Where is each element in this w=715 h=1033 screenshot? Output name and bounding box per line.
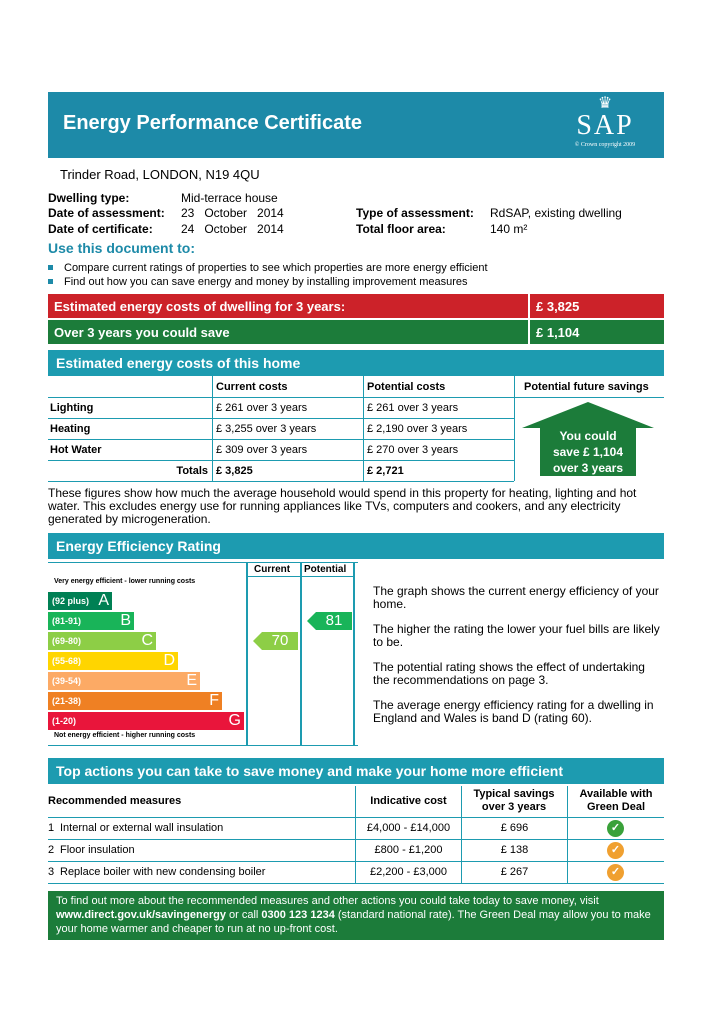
savings-house-text [540,426,636,476]
savings-house-graphic [522,402,654,476]
savings-value: £ 1,104 [528,320,664,344]
green-deal-tick-icon: ✓ [607,864,624,881]
band-letter: B [120,612,131,629]
rating-chart [48,562,358,746]
rating-text-4: The average energy efficiency rating for a dwelling in England and Wales is band D (rating 60). [373,698,654,725]
date-certificate-label: Date of certificate: [48,222,153,236]
crown-icon: ♛ [597,95,613,112]
row-hotwater-potential: £ 270 over 3 years [367,444,459,456]
sap-logo [560,96,650,156]
dwelling-type-value: Mid-terrace house [181,191,278,205]
measure-saving: £ 267 [500,866,529,878]
rating-band-e [48,672,200,690]
measure-saving: £ 138 [500,844,529,856]
floor-area-value: 140 m² [490,222,528,236]
estimated-costs-label: Estimated energy costs of dwelling for 3 years: [54,299,346,314]
savings-line2: save £ 1,104 [552,445,624,459]
property-address: Trinder Road, LONDON, N19 4QU [60,167,260,182]
page-title: Energy Performance Certificate [63,112,363,134]
rating-section-header [48,533,664,559]
rating-band-a [48,592,112,610]
type-assessment-label: Type of assessment: [356,206,474,220]
footer-text-3: (standard national rate). The Green Deal may allow you to make your home warmer and cheaper to run at no up-front cost. [56,909,651,935]
actions-section-header [48,758,664,784]
measure-cost: £2,200 - £3,000 [369,866,448,878]
row-hotwater-current: £ 309 over 3 years [216,444,308,456]
footer-link[interactable]: www.direct.gov.uk/savingenergy [56,909,226,921]
logo-copyright: © Crown copyright 2009 [574,142,636,148]
row-lighting-current: £ 261 over 3 years [216,402,308,414]
band-range: (92 plus) [52,596,90,606]
band-range: (69-80) [52,636,82,646]
measure-name: Floor insulation [60,844,135,856]
measure-name: Replace boiler with new condensing boiler [60,866,266,878]
col-measures: Recommended measures [48,795,182,807]
measure-num: 3 [48,866,55,878]
savings-line1: You could [559,429,617,443]
date-assessment-label: Date of assessment: [48,206,165,220]
estimated-costs-bar [48,294,664,318]
totals-current: £ 3,825 [216,465,253,477]
row-heating-label: Heating [50,423,91,435]
rating-band-g [48,712,244,730]
costs-section-header [48,350,664,376]
measure-cost: £4,000 - £14,000 [366,822,451,834]
sap-logo-text: SAP [576,110,634,141]
footer-phone: 0300 123 1234 [261,909,335,921]
use-document-title: Use this document to: [48,240,196,256]
type-assessment-value: RdSAP, existing dwelling [490,206,622,220]
band-range: (55-68) [52,656,82,666]
measure-name: Internal or external wall insulation [60,822,224,834]
col-current: Current [254,564,291,575]
band-range: (1-20) [52,716,77,726]
row-lighting-potential: £ 261 over 3 years [367,402,459,414]
col-potential: Potential [304,564,347,575]
row-lighting-label: Lighting [50,402,94,414]
savings-bar [48,320,664,344]
estimated-costs-value: £ 3,825 [528,294,664,318]
current-rating-pointer: 70 [262,632,298,650]
col-potential-costs: Potential costs [367,381,446,393]
totals-potential: £ 2,721 [367,465,404,477]
costs-table [48,376,664,484]
rating-band-f [48,692,222,710]
header-banner [48,92,664,158]
bottom-caption: Not energy efficient - higher running costs [54,732,196,739]
house-roof-icon [522,402,654,428]
band-range: (81-91) [52,616,82,626]
costs-explanation: These figures show how much the average household would spend in this property for heating, lighting and hot water. This excludes energy use for running appliances like TVs, computers and cookers, and any electricity generated by microgeneration. [48,486,637,526]
rating-band-b [48,612,134,630]
rating-explanation [373,585,663,737]
row-heating-potential: £ 2,190 over 3 years [367,423,468,435]
green-deal-tick-icon: ✓ [607,820,624,837]
band-letter: G [228,712,241,729]
band-letter: A [98,592,109,609]
savings-label: Over 3 years you could save [54,325,230,340]
col-savings: Typical savings over 3 years [473,788,555,813]
use-document-bullets [48,261,488,289]
rating-band-c [48,632,156,650]
costs-section-title: Estimated energy costs of this home [56,355,301,371]
rating-text-3: The potential rating shows the effect of undertaking the recommendations on page 3. [373,660,645,687]
footer-text-1: To find out more about the recommended measures and other actions you could take today to save money, visit [56,895,599,907]
potential-rating-pointer: 81 [316,612,352,630]
rating-section-title: Energy Efficiency Rating [56,538,221,554]
col-green-deal: Available with Green Deal [579,788,653,813]
measure-num: 2 [48,844,55,856]
row-hotwater-label: Hot Water [50,444,102,456]
band-letter: D [163,652,175,669]
savings-line3: over 3 years [552,461,624,475]
rating-text-1: The graph shows the current energy efficiency of your home. [373,584,659,611]
rating-text-2: The higher the rating the lower your fuel bills are likely to be. [373,622,660,649]
band-letter: C [141,632,153,649]
actions-section-title: Top actions you can take to save money and make your home more efficient [56,763,563,779]
col-cost: Indicative cost [370,795,447,807]
floor-area-label: Total floor area: [356,222,446,236]
date-assessment-value: 23 October 2014 [181,206,284,220]
actions-table [48,786,664,884]
col-future-savings: Potential future savings [524,381,649,393]
green-deal-tick-icon: ✓ [607,842,624,859]
col-current-costs: Current costs [216,381,288,393]
totals-label: Totals [176,465,208,477]
bullet-item: Compare current ratings of properties to see which properties are more energy efficient [48,261,488,275]
bullet-item: Find out how you can save energy and money by installing improvement measures [48,275,488,289]
footer-info [48,891,664,940]
rating-band-d [48,652,178,670]
measure-cost: £800 - £1,200 [374,844,443,856]
band-range: (21-38) [52,696,82,706]
row-heating-current: £ 3,255 over 3 years [216,423,317,435]
date-certificate-value: 24 October 2014 [181,222,284,236]
band-letter: E [186,672,197,689]
band-letter: F [209,692,219,709]
footer-text-2: or call [225,909,262,921]
measure-saving: £ 696 [500,822,529,834]
band-range: (39-54) [52,676,82,686]
measure-num: 1 [48,822,55,834]
top-caption: Very energy efficient - lower running costs [54,578,196,585]
dwelling-type-label: Dwelling type: [48,191,130,205]
